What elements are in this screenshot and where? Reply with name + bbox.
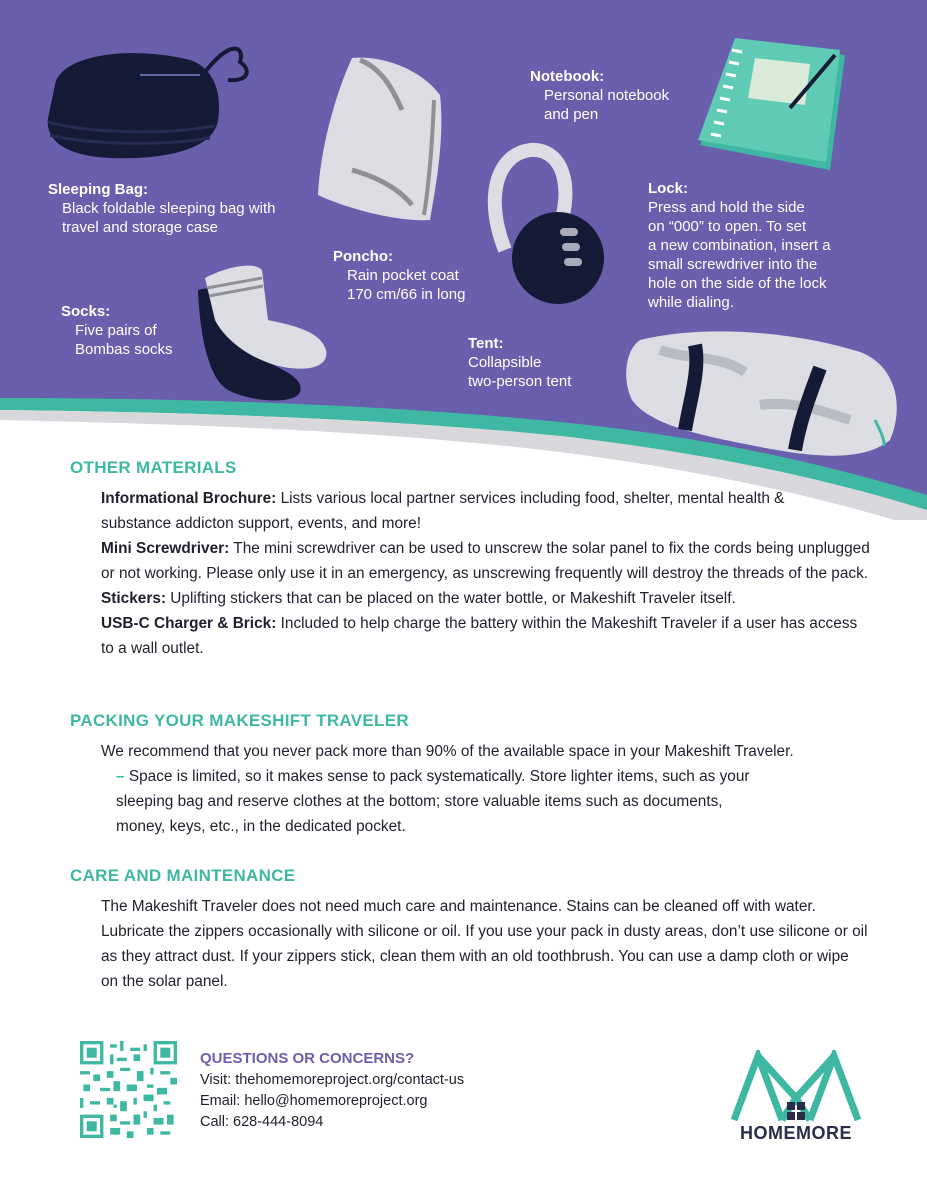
contact-visit-link[interactable]: Visit: thehomemoreproject.org/contact-us — [200, 1072, 465, 1088]
hero-illustration — [0, 0, 927, 520]
packing-section — [70, 711, 870, 839]
material-entry — [70, 586, 870, 611]
item-title: Poncho: — [333, 248, 393, 265]
item-title: Tent: — [468, 335, 504, 352]
packing-bullet — [70, 764, 870, 839]
care-text: The Makeshift Traveler does not need much care and maintenance. Stains can be cleaned off with water. Lubricate the zippers occasionally with silicone or oil. If you use your pack in dusty areas, don’t use silicone or oil as they attract dust. If your zippers stick, clean them with an old toothbrush. You can use a damp cloth or wipe on the solar panel. — [101, 898, 868, 990]
dash-bullet: – — [116, 768, 125, 785]
material-text: Lists various local partner services including food, shelter, mental health & substance addicton support, events, and more! — [101, 490, 785, 532]
item-desc-line: Five pairs of — [75, 322, 157, 339]
item-desc-line: on “000” to open. To set — [648, 218, 807, 235]
material-entry — [70, 486, 870, 536]
material-text: Uplifting stickers that can be placed on the water bottle, or Makeshift Traveler itself. — [166, 590, 736, 607]
material-entry — [70, 611, 870, 661]
contact-block — [200, 1048, 464, 1133]
item-desc-line: while dialing. — [648, 294, 734, 311]
packing-bullet-text: Space is limited, so it makes sense to pack systematically. Store lighter items, such as your sleeping bag and reserve clothes at the bottom; store valuable items such as documents, money, keys, etc., in the dedicated pocket. — [116, 768, 750, 835]
section-heading: OTHER MATERIALS — [70, 458, 237, 477]
item-lock — [648, 179, 831, 312]
material-term: Stickers: — [101, 590, 167, 607]
item-title: Notebook: — [530, 68, 605, 85]
material-text: Included to help charge the battery within the Makeshift Traveler if a user has access to a wall outlet. — [101, 615, 858, 657]
item-desc-line: Rain pocket coat — [347, 267, 459, 284]
item-desc-line: Bombas socks — [75, 341, 173, 358]
material-term: Informational Brochure: — [101, 490, 277, 507]
item-title: Sleeping Bag: — [48, 181, 149, 198]
item-desc-line: Press and hold the side — [648, 199, 805, 216]
item-desc-line: Black foldable sleeping bag with — [62, 200, 276, 217]
item-desc-line: two-person tent — [468, 373, 572, 390]
care-section — [70, 866, 870, 994]
item-desc-line: and pen — [544, 106, 599, 123]
item-desc-line: small screwdriver into the — [648, 256, 818, 273]
item-sleeping-bag — [48, 180, 275, 237]
item-title: Socks: — [61, 303, 111, 320]
material-text: The mini screwdriver can be used to unscrew the solar panel to fix the cords being unplugged or not working. Please only use it in an emergency, as unscrewing frequently will destroy the threads of the pack. — [101, 540, 870, 582]
item-desc-line: Collapsible — [468, 354, 542, 371]
item-tent — [468, 334, 571, 391]
item-socks — [61, 302, 173, 359]
section-heading: PACKING YOUR MAKESHIFT TRAVELER — [70, 711, 409, 730]
item-notebook — [530, 67, 669, 124]
material-entry — [70, 536, 870, 586]
item-desc-line: a new combination, insert a — [648, 237, 831, 254]
other-materials-section — [70, 458, 870, 661]
contact-heading: QUESTIONS OR CONCERNS? — [200, 1050, 415, 1067]
qr-code-icon[interactable] — [80, 1041, 177, 1138]
material-term: Mini Screwdriver: — [101, 540, 230, 557]
item-desc-line: hole on the side of the lock — [648, 275, 827, 292]
contact-phone-link[interactable]: Call: 628-444-8094 — [200, 1114, 324, 1130]
material-term: USB-C Charger & Brick: — [101, 615, 277, 632]
item-desc-line: travel and storage case — [62, 219, 218, 236]
contact-email-link[interactable]: Email: hello@homemoreproject.org — [200, 1093, 428, 1109]
section-heading: CARE AND MAINTENANCE — [70, 866, 296, 885]
item-title: Lock: — [648, 180, 689, 197]
item-desc-line: Personal notebook — [544, 87, 670, 104]
packing-intro: We recommend that you never pack more than 90% of the available space in your Makeshift Traveler. — [101, 743, 794, 760]
item-poncho — [333, 247, 465, 304]
logo-text: HOMEMORE — [740, 1123, 852, 1143]
item-desc-line: 170 cm/66 in long — [347, 286, 466, 303]
